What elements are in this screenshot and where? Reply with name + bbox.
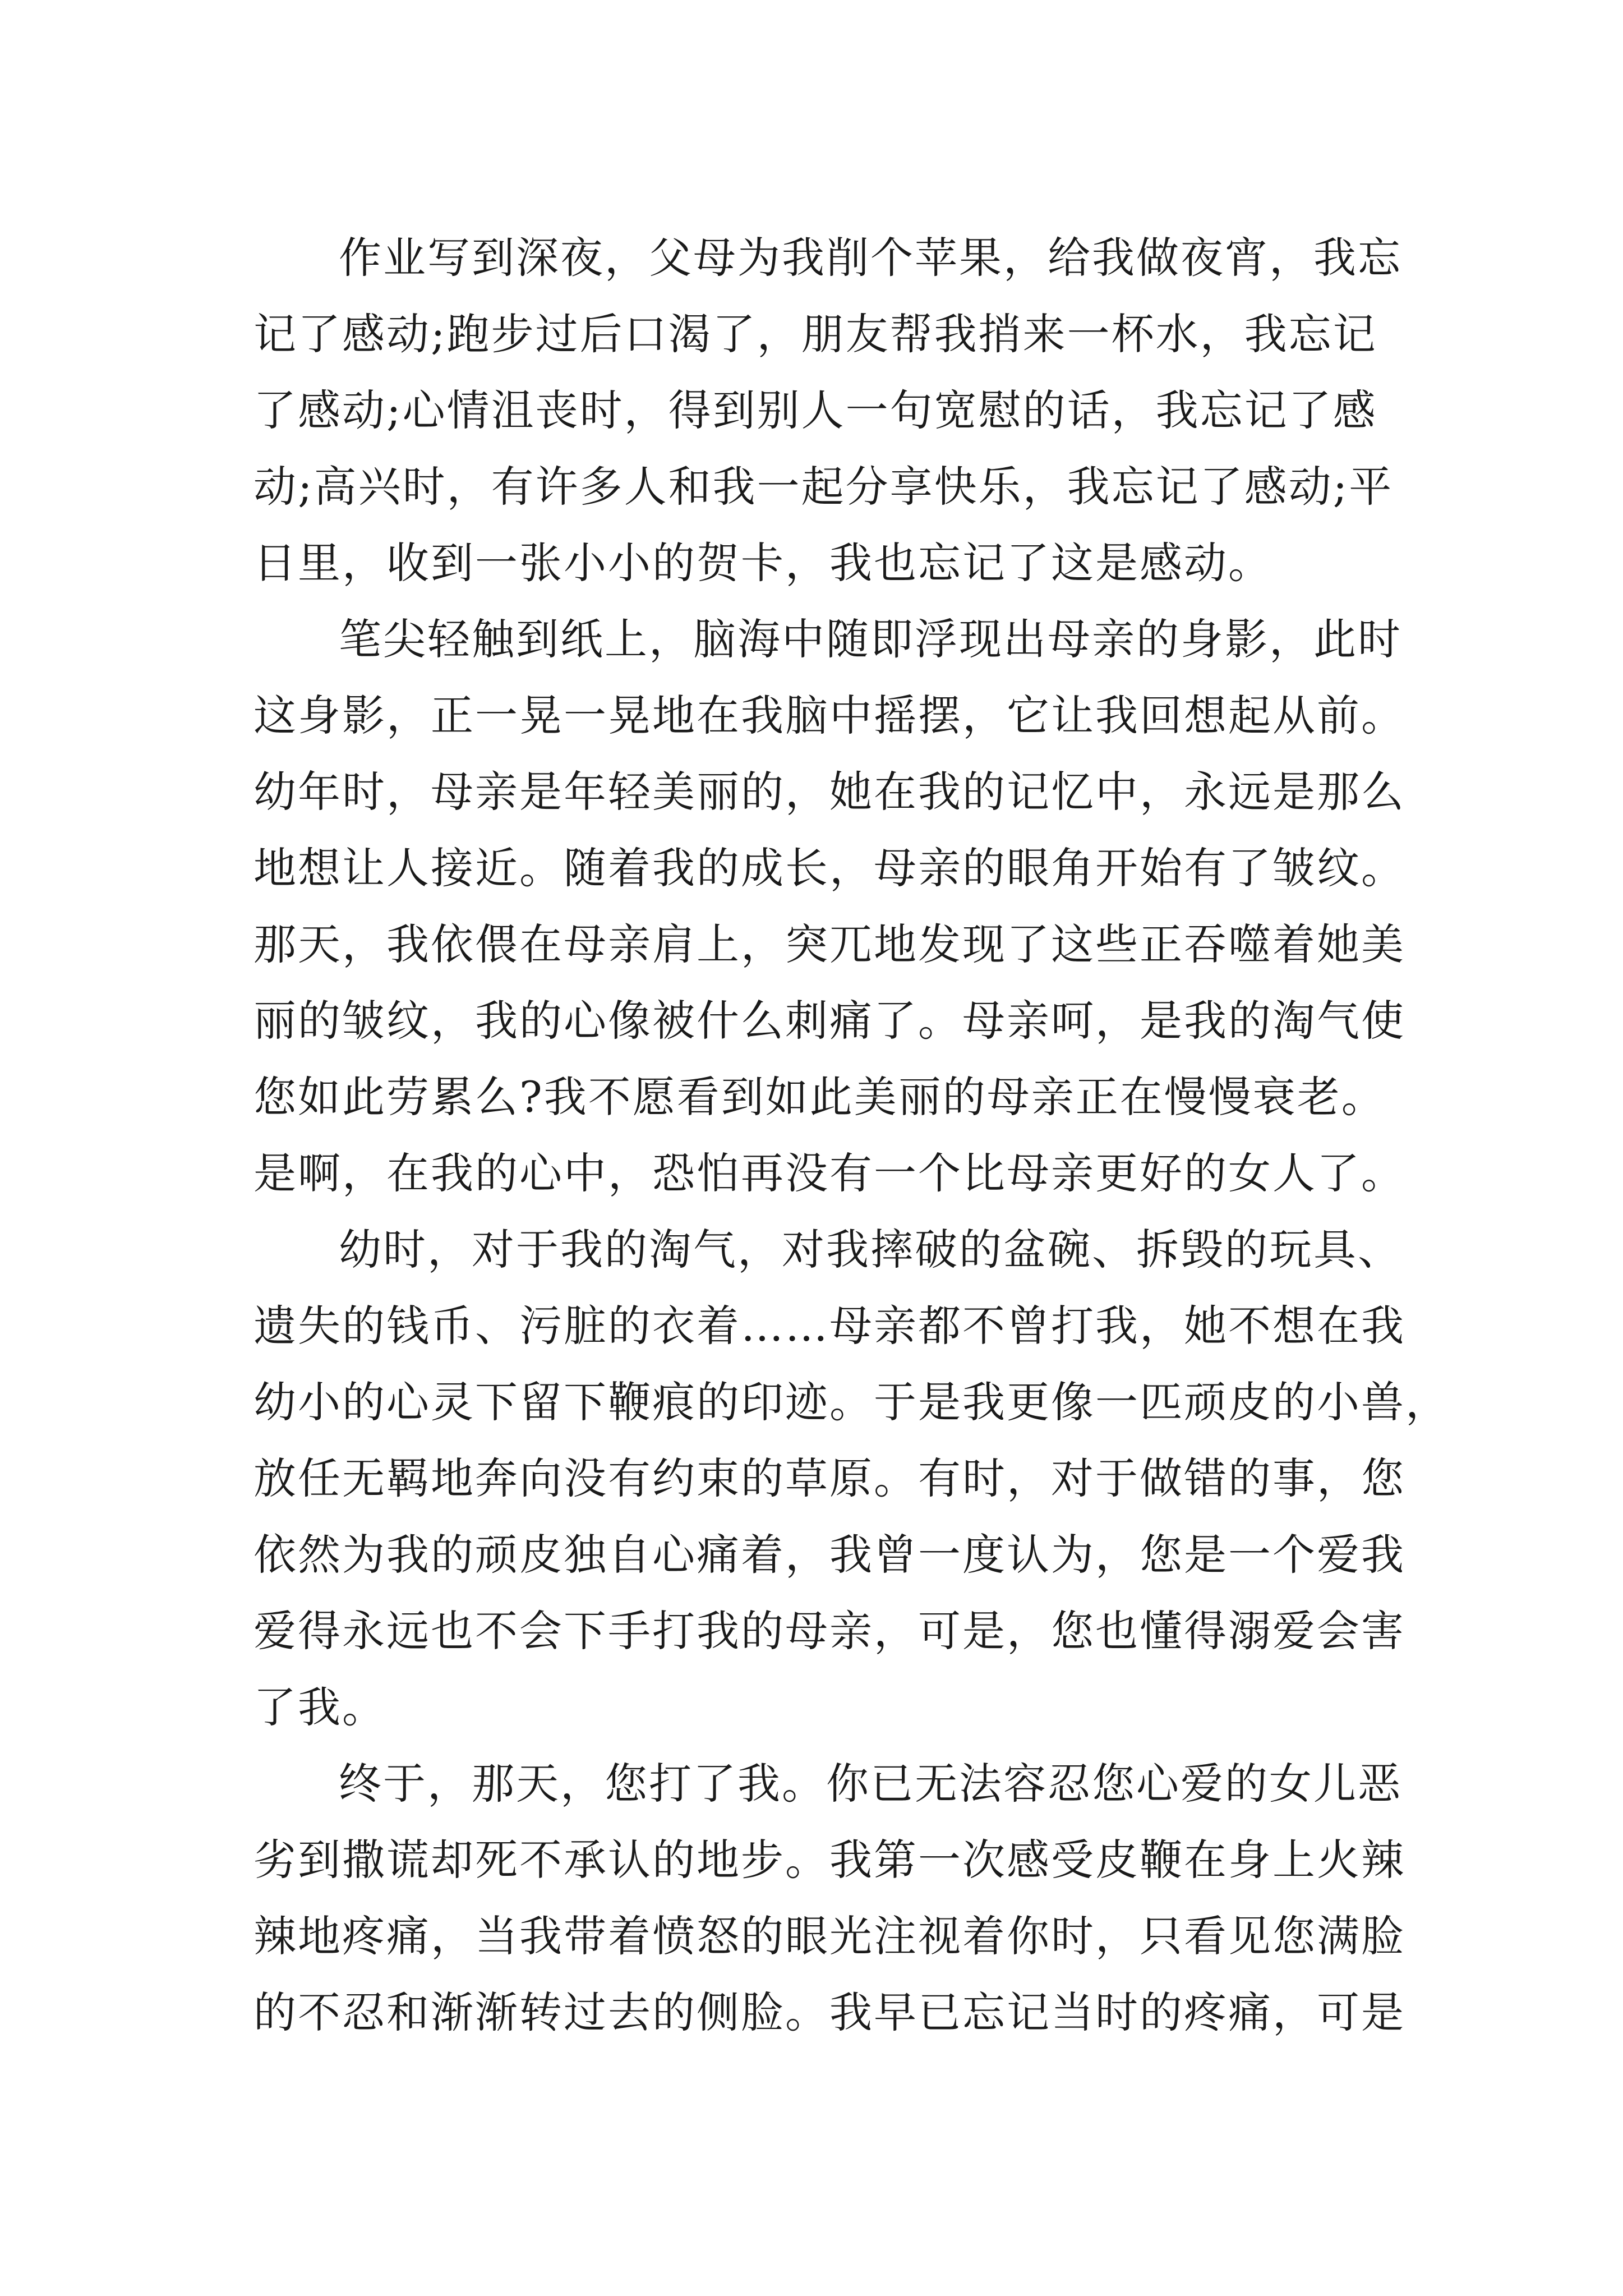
- paragraph-line: 丽的皱纹，我的心像被什么刺痛了。母亲呵，是我的淘气使: [253, 996, 1405, 1046]
- paragraph-line: 依然为我的顽皮独自心痛着，我曾一度认为，您是一个爱我: [253, 1530, 1405, 1580]
- paragraph-line: 爱得永远也不会下手打我的母亲，可是，您也懂得溺爱会害: [253, 1606, 1405, 1656]
- paragraph-line: 记了感动;跑步过后口渴了，朋友帮我捎来一杯水，我忘记: [253, 309, 1377, 359]
- paragraph-line: 放任无羁地奔向没有约束的草原。有时，对于做错的事，您: [253, 1453, 1405, 1503]
- paragraph-line: 动;高兴时，有许多人和我一起分享快乐，我忘记了感动;平: [253, 462, 1394, 512]
- paragraph-line: 作业写到深夜，父母为我削个苹果，给我做夜宵，我忘: [339, 233, 1402, 283]
- paragraph-line: 了感动;心情沮丧时，得到别人一句宽慰的话，我忘记了感: [253, 385, 1377, 435]
- paragraph-line: 是啊，在我的心中，恐怕再没有一个比母亲更好的女人了。: [253, 1148, 1405, 1198]
- paragraph-line: 幼小的心灵下留下鞭痕的印迹。于是我更像一匹顽皮的小兽，: [253, 1377, 1450, 1427]
- paragraph-line: 幼时，对于我的淘气，对我摔破的盆碗、拆毁的玩具、: [339, 1225, 1402, 1274]
- paragraph-line: 劣到撒谎却死不承认的地步。我第一次感受皮鞭在身上火辣: [253, 1835, 1405, 1885]
- paragraph-line: 了我。: [253, 1682, 386, 1732]
- paragraph-line: 辣地疼痛，当我带着愤怒的眼光注视着你时，只看见您满脸: [253, 1911, 1405, 1961]
- paragraph-line: 的不忍和渐渐转过去的侧脸。我早已忘记当时的疼痛，可是: [253, 1987, 1405, 2037]
- paragraph-line: 那天，我依偎在母亲肩上，突兀地发现了这些正吞噬着她美: [253, 919, 1405, 969]
- paragraph-line: 您如此劳累么?我不愿看到如此美丽的母亲正在慢慢衰老。: [253, 1072, 1386, 1122]
- paragraph-line: 地想让人接近。随着我的成长，母亲的眼角开始有了皱纹。: [253, 843, 1405, 893]
- paragraph-line: 日里，收到一张小小的贺卡，我也忘记了这是感动。: [253, 538, 1272, 588]
- body-text: [253, 220, 1450, 2051]
- paragraph-line: 笔尖轻触到纸上，脑海中随即浮现出母亲的身影，此时: [339, 614, 1402, 664]
- paragraph-line: 幼年时，母亲是年轻美丽的，她在我的记忆中，永远是那么: [253, 767, 1405, 817]
- paragraph-line: 遗失的钱币、污脏的衣着……母亲都不曾打我，她不想在我: [253, 1301, 1405, 1351]
- paragraph-line: 这身影，正一晃一晃地在我脑中摇摆，它让我回想起从前。: [253, 691, 1405, 740]
- paragraph-line: 终于，那天，您打了我。你已无法容忍您心爱的女儿恶: [339, 1759, 1402, 1809]
